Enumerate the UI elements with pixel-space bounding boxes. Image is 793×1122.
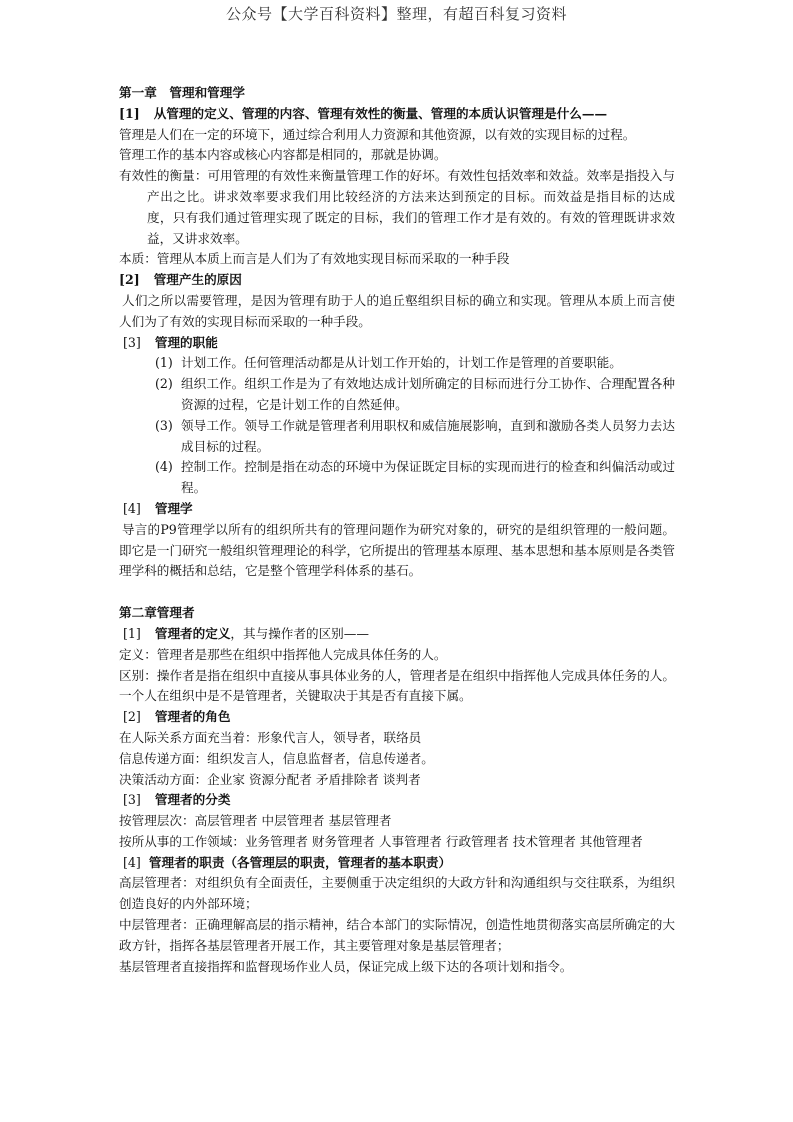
section-heading xyxy=(119,853,675,874)
watermark-header: 公众号【大学百科资料】整理，有超百科复习资料 xyxy=(225,5,567,23)
section-title: 管理产生的原因 xyxy=(153,272,242,288)
list-number: (1) xyxy=(155,355,173,371)
section-title: 管理者的定义 xyxy=(154,625,231,641)
section-title: 管理学 xyxy=(154,500,193,516)
section-heading xyxy=(119,499,675,520)
section-title-rest: ，其与操作者的区别—— xyxy=(230,625,369,641)
list-item xyxy=(119,457,675,499)
section-number: [1] xyxy=(123,625,141,641)
paragraph: 决策活动方面：企业家 资源分配者 矛盾排除者 谈判者 xyxy=(119,771,421,787)
section-title: 管理者的分类 xyxy=(154,792,231,808)
list-item xyxy=(119,353,675,374)
section-heading xyxy=(119,624,675,645)
paragraph: 高层管理者：对组织负有全面责任，主要侧重于决定组织的大政方针和沟通组织与交往联系，为组织创造良好的内外部环境； xyxy=(119,875,675,912)
section-title: 从管理的定义、管理的内容、管理有效性的衡量、管理的本质认识管理是什么—— xyxy=(153,105,608,121)
paragraph: 管理工作的基本内容或核心内容都是相同的，那就是协调。 xyxy=(119,147,447,163)
paragraph: 按所从事的工作领域：业务管理者 财务管理者 人事管理者 行政管理者 技术管理者 其他管理者 xyxy=(119,833,643,849)
section-number: [3] xyxy=(123,334,141,350)
section-number: [3] xyxy=(123,792,141,808)
paragraph: 在人际关系方面充当着：形象代言人，领导者，联络员 xyxy=(119,729,422,745)
section-number: [2] xyxy=(123,709,141,725)
list-item xyxy=(119,374,675,416)
list-text: 组织工作。组织工作是为了有效地达成计划所确定的目标而进行分工协作、合理配置各种资源的过程，它是计划工作的自然延伸。 xyxy=(181,376,675,412)
paragraph: 中层管理者：正确理解高层的指示精神，结合本部门的实际情况，创造性地贯彻落实高层所确定的大政方针，指挥各基层管理者开展工作，其主要管理对象是基层管理者； xyxy=(119,917,675,953)
list-text: 计划工作。任何管理活动都是从计划工作开始的，计划工作是管理的首要职能。 xyxy=(181,355,622,371)
section-heading xyxy=(119,270,675,291)
list-number: (3) xyxy=(155,417,173,433)
paragraph: 按管理层次：高层管理者 中层管理者 基层管理者 xyxy=(119,813,392,829)
section-heading xyxy=(119,104,675,125)
section-number: [2] xyxy=(119,272,140,288)
spacer xyxy=(119,582,675,603)
section-heading xyxy=(119,790,675,811)
paragraph: 有效性的衡量：可用管理的有效性来衡量管理工作的好坏。有效性包括效率和效益。效率是指投入与产出之比。讲求效率要求我们用比较经济的方法来达到预定的目标。而效益是指目标的达成度，只有我们通过管理实现了既定的目标，我们的管理工作才是有效的。有效的管理既讲求效益，又讲求效率。 xyxy=(119,168,675,246)
section-title: 管理者的职责（各管理层的职责，管理者的基本职责） xyxy=(148,854,452,870)
section-title: 管理的职能 xyxy=(154,334,218,350)
list-number: (2) xyxy=(155,376,173,392)
section-number: [1] xyxy=(119,105,140,121)
paragraph: 导言的P9管理学以所有的组织所共有的管理问题作为研究对象的，研究的是组织管理的一般问题。即它是一门研究一般组织管理理论的科学，它所提出的管理基本原理、基本思想和基本原则是各类管理学科的概括和总结，它是整个管理学科体系的基石。 xyxy=(119,521,675,579)
section-heading xyxy=(119,707,675,728)
paragraph: 基层管理者直接指挥和监督现场作业人员，保证完成上级下达的各项计划和指令。 xyxy=(119,958,573,974)
list-text: 领导工作。领导工作就是管理者利用职权和威信施展影响，直到和激励各类人员努力去达成目标的过程。 xyxy=(181,417,675,454)
paragraph: 信息传递方面：组织发言人，信息监督者，信息传递者。 xyxy=(119,750,434,766)
list-item xyxy=(119,416,675,458)
chapter-1-title: 第一章 管理和管理学 xyxy=(119,85,245,100)
section-number: [4] xyxy=(123,500,141,516)
list-number: (4) xyxy=(155,459,173,475)
list-text: 控制工作。控制是指在动态的环境中为保证既定目标的实现而进行的检查和纠偏活动或过程。 xyxy=(181,459,675,496)
paragraph: 本质：管理从本质上而言是人们为了有效地实现目标而采取的一种手段 xyxy=(119,251,510,267)
section-title: 管理者的角色 xyxy=(154,709,231,725)
paragraph: 管理是人们在一定的环境下，通过综合利用人力资源和其他资源，以有效的实现目标的过程。 xyxy=(119,126,636,142)
paragraph: 人们之所以需要管理，是因为管理有助于人的追丘壑组织目标的确立和实现。管理从本质上而言使人们为了有效的实现目标而采取的一种手段。 xyxy=(119,292,675,329)
chapter-2-title: 第二章管理者 xyxy=(119,605,195,621)
paragraph: 区别：操作者是指在组织中直接从事具体业务的人，管理者是在组织中指挥他人完成具体任务的人。一个人在组织中是不是管理者，关键取决于其是否有直接下属。 xyxy=(119,667,675,704)
section-heading xyxy=(119,333,675,354)
paragraph: 定义：管理者是那些在组织中指挥他人完成具体任务的人。 xyxy=(119,646,447,662)
section-number: [4] xyxy=(123,854,141,870)
document-body xyxy=(119,83,675,977)
